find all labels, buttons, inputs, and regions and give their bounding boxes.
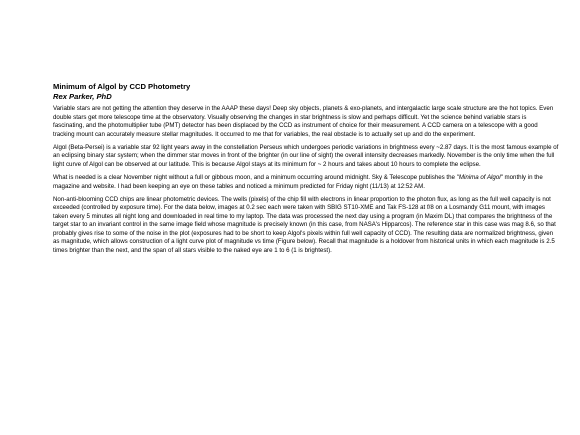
document-author: Rex Parker, PhD [53,92,112,101]
paragraph-observation-after: monthly in the magazine and website. I had been keeping an eye on these tables and noticed a minimum predicted for Friday night (11/13) at 12:52 AM. [53,173,543,190]
paragraph-observation-before: What is needed is a clear November night without a full or gibbous moon, and a minimum occurring around midnight. Sky & Telescope publishes the [53,173,457,181]
document-page [53,82,559,260]
document-title: Minimum of Algol by CCD Photometry [53,82,191,91]
paragraph-observation [53,174,559,191]
paragraph-intro: Variable stars are not getting the attention they deserve in the AAAP these days! Deep sky objects, planets & exo-planets, and intergalactic large scale structure are the hot topics. Even double stars get more telescope time at the observatory. Visually observing the changes in star brightness is slow and perhaps difficult. Yet the science behind variable stars is fascinating, and the photomultiplier tube (PMT) detector has been displaced by the CCD as instrument of choice for their measurement. A CCD camera on a telescope with a good tracking mount can accurately measure stellar magnitudes. It occurred to me that for variables, the real obstacle is to actually set up and do the experiment. [53,105,554,138]
minima-of-algol-title: "Minima of Algol" [456,173,503,181]
paragraph-method: Non-anti-blooming CCD chips are linear photometric devices. The wells (pixels) of the chip fill with electrons in linear proportion to the photon flux, as long as the full well capacity is not exceeded (controlled by exposure time). For the data below, images at 0.2 sec each were taken with SBIG ST10-XME and Tak FS-128 at f/8 on a Losmandy G11 mount, with images taken every 5 minutes all night long and downloaded in real time to my laptop. The data was processed the next day using a program (in Maxim DL) that compares the brightness of the target star to an invariant control in the same image field whose magnitude is precisely known (in this case, from NASA's Hipparcos). The reference star in this case was mag 8.6, so that probably gives rise to some of the noise in the plot (exposures had to be short to keep Algol's pixels within full well capacity of CCD). The resulting data are normalized brightness, given as magnitude, which allows construction of a light curve plot of magnitude vs time (Figure below). Recall that magnitude is a holdover from historical units in which each magnitude is 2.5 times brighter than the next, and the span of all stars visible to the naked eye are 1 to 6 (1 is brightest). [53,195,556,255]
paragraph-algol: Algol (Beta-Persei) is a variable star 92 light years away in the constellation Perseus which undergoes periodic variations in brightness every ~2.87 days. It is the most famous example of an eclipsing binary star system; when the dimmer star moves in front of the brighter (in our line of sight) the overall intensity decreases markedly. November is the only time when the full light curve of Algol can be observed at our latitude. This is because Algol stays at its minimum for ~ 2 hours and takes about 10 hours to complete the eclipse. [53,143,559,168]
